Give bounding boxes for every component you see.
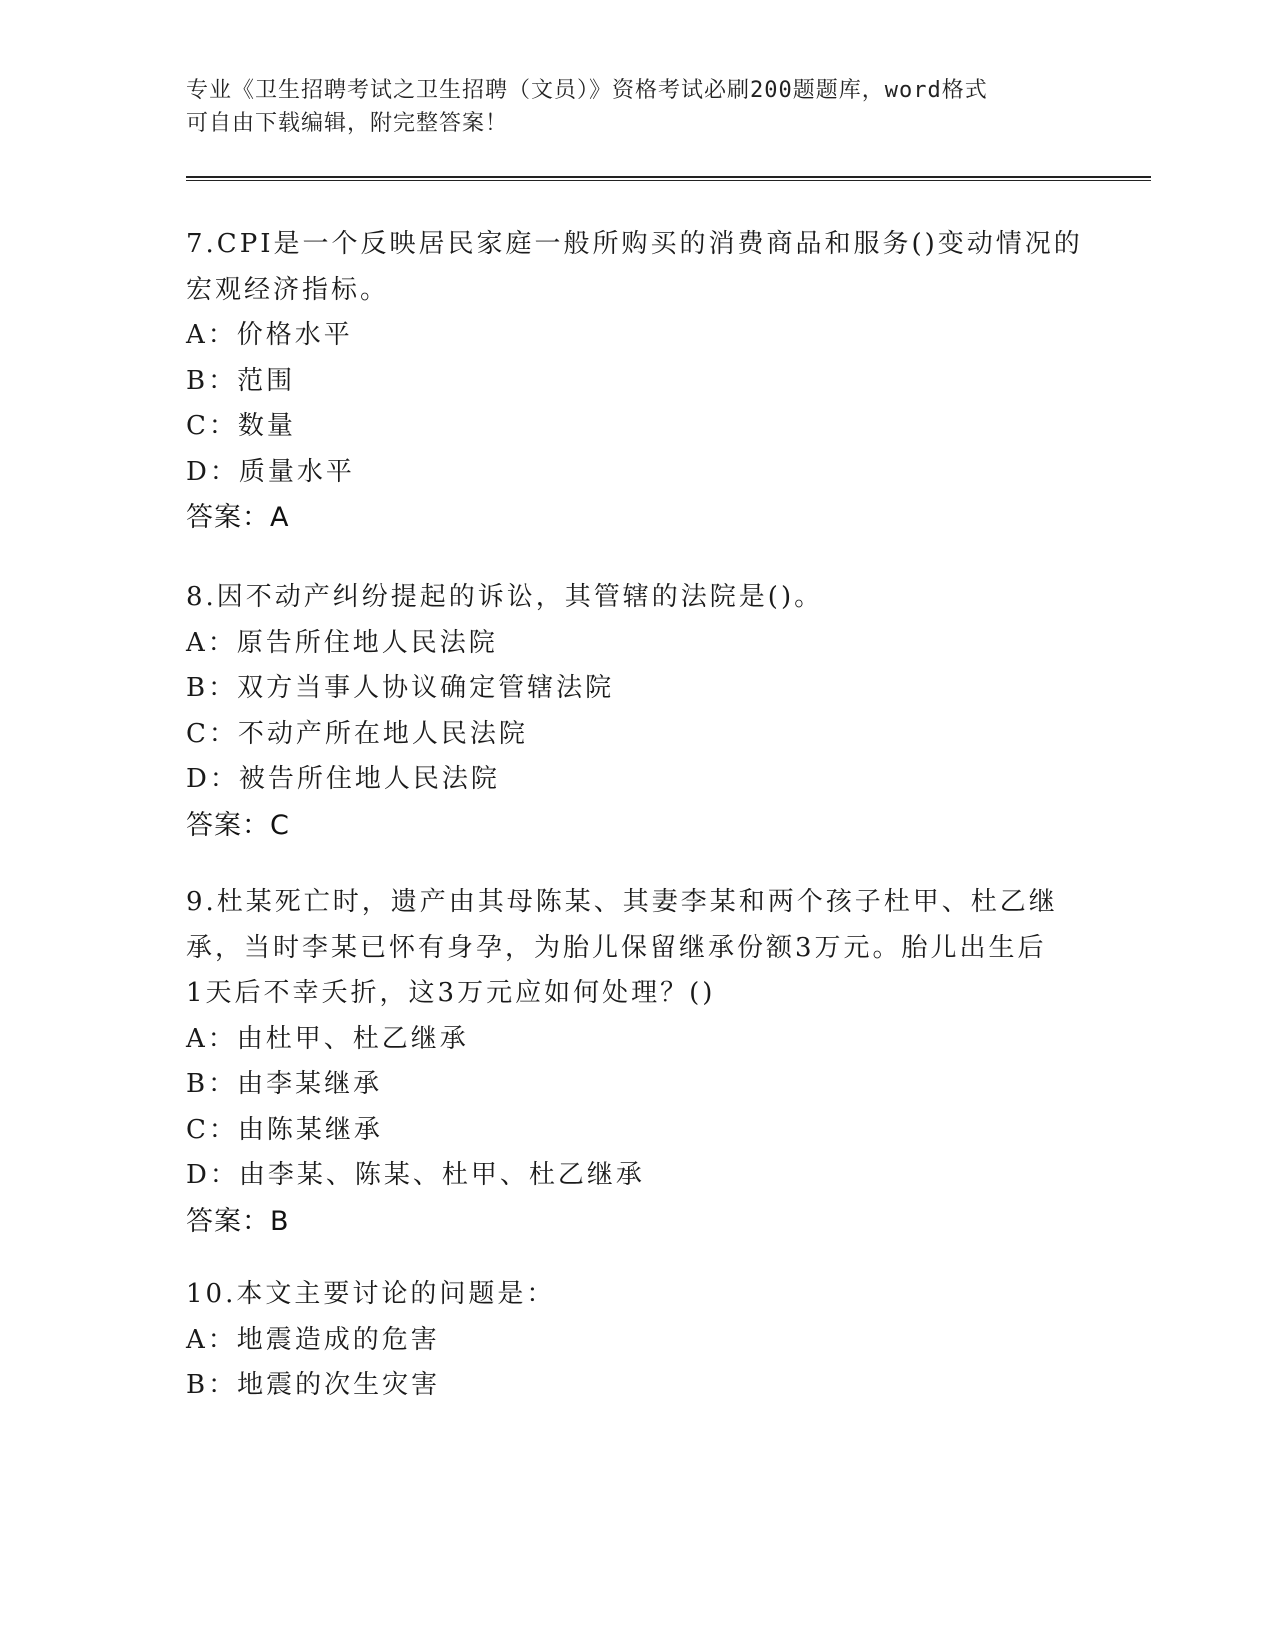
question-stem-line: 7.CPI是一个反映居民家庭一般所购买的消费商品和服务()变动情况的 xyxy=(186,229,1083,259)
answer-label: 答案：A xyxy=(186,502,290,533)
option-d: D：由李某、陈某、杜甲、杜乙继承 xyxy=(186,1160,645,1190)
question-8 xyxy=(186,575,1086,848)
header-line-2: 可自由下载编辑，附完整答案！ xyxy=(186,111,509,136)
option-b: B：由李某继承 xyxy=(186,1069,383,1099)
option-a: A：由杜甲、杜乙继承 xyxy=(186,1023,469,1054)
header-line-1: 专业《卫生招聘考试之卫生招聘（文员）》资格考试必刷200题题库，word格式 xyxy=(186,78,988,103)
option-c: C：不动产所在地人民法院 xyxy=(186,718,528,749)
option-c: C：由陈某继承 xyxy=(186,1114,383,1145)
question-10 xyxy=(186,1272,1086,1409)
question-stem-line: 承，当时李某已怀有身孕，为胎儿保留继承份额3万元。胎儿出生后 xyxy=(186,932,1047,963)
question-stem-line: 1天后不幸夭折，这3万元应如何处理？() xyxy=(186,978,716,1008)
document-header xyxy=(186,74,1086,140)
option-b: B：双方当事人协议确定管辖法院 xyxy=(186,673,615,703)
option-c: C：数量 xyxy=(186,411,296,441)
option-d: D：被告所住地人民法院 xyxy=(186,764,500,794)
option-a: A：地震造成的危害 xyxy=(186,1324,440,1355)
header-divider xyxy=(186,176,1151,181)
option-a: A：原告所住地人民法院 xyxy=(186,627,498,658)
option-d: D：质量水平 xyxy=(186,456,355,487)
option-b: B：范围 xyxy=(186,365,296,396)
question-stem-line: 9.杜某死亡时，遗产由其母陈某、其妻李某和两个孩子杜甲、杜乙继 xyxy=(186,887,1058,917)
option-b: B：地震的次生灾害 xyxy=(186,1370,441,1400)
question-stem-line: 8.因不动产纠纷提起的诉讼，其管辖的法院是()。 xyxy=(186,582,824,612)
question-stem-line: 宏观经济指标。 xyxy=(186,274,390,305)
question-7 xyxy=(186,222,1086,541)
question-9 xyxy=(186,880,1086,1244)
answer-label: 答案：C xyxy=(186,809,290,841)
question-stem-line: 10.本文主要讨论的问题是： xyxy=(186,1279,556,1309)
answer-label: 答案：B xyxy=(186,1205,290,1237)
option-a: A：价格水平 xyxy=(186,320,353,350)
